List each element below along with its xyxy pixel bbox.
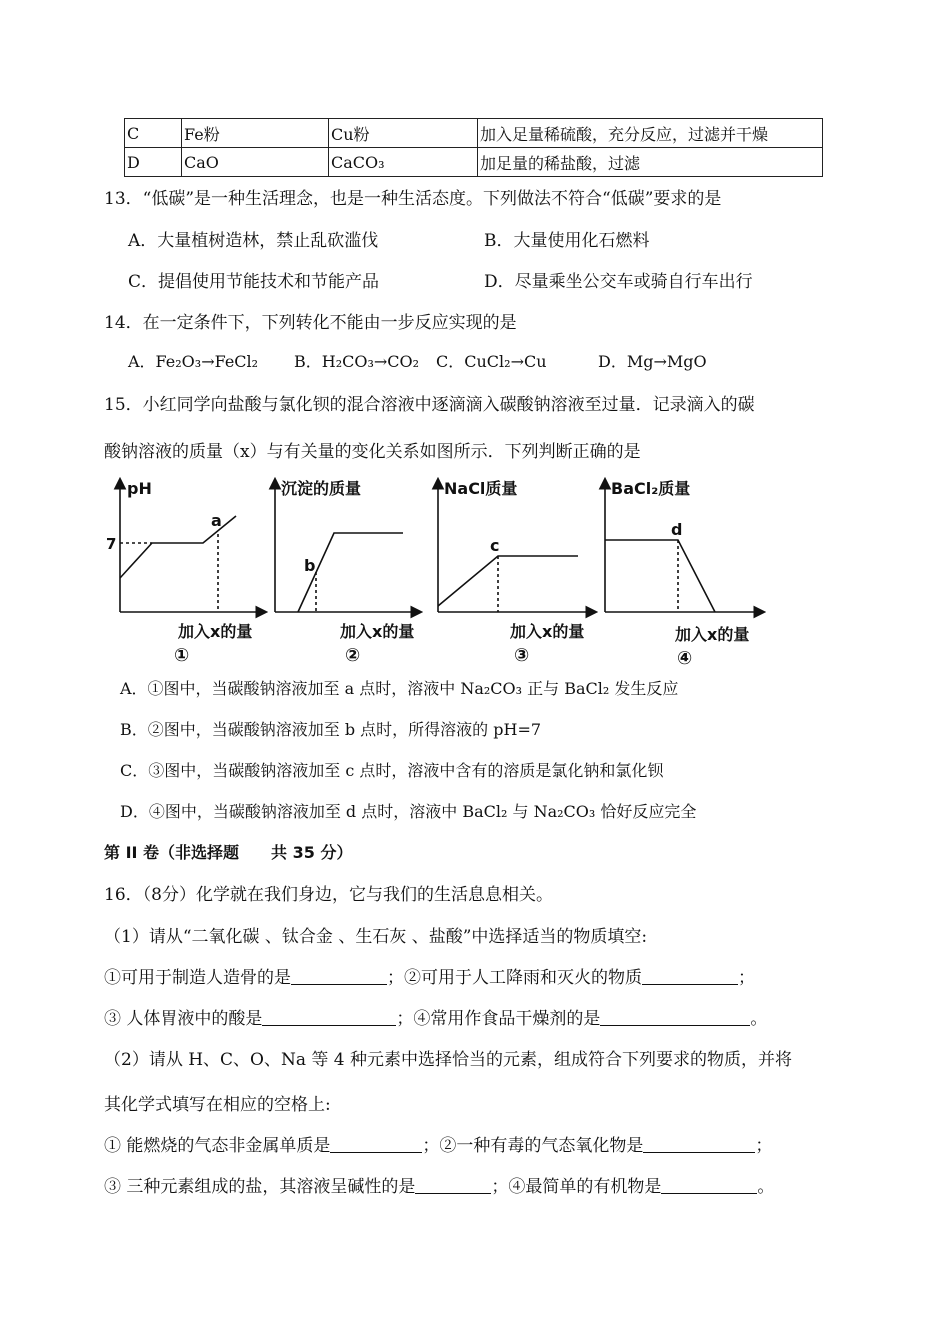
cell-method: 加足量的稀盐酸，过滤 [478, 148, 823, 177]
q16-item2-label: ；②可用于人工降雨和灭火的物质 [387, 968, 642, 988]
q14-option-a: A．Fe₂O₃→FeCl₂ [128, 352, 259, 371]
q16-part2-line2: 其化学式填写在相应的空格上: [104, 1095, 331, 1115]
blank-simplest-organic[interactable] [661, 1177, 757, 1194]
q15-option-b: B．②图中，当碳酸钠溶液加至 b 点时，所得溶液的 pH=7 [120, 720, 542, 739]
table-row [125, 148, 823, 177]
q16-line1 [104, 963, 755, 988]
q13-stem: 13．“低碳”是一种生活理念，也是一种生活态度。下列做法不符合“低碳”要求的是 [104, 189, 722, 209]
blank-artificial-bone[interactable] [291, 968, 387, 985]
graph3-line [438, 556, 578, 606]
graph4-point-d: d [671, 520, 683, 539]
blank-desiccant[interactable] [600, 1009, 750, 1026]
graph2-y-label: 沉淀的质量 [281, 479, 362, 498]
q15-option-a: A．①图中，当碳酸钠溶液加至 a 点时，溶液中 Na₂CO₃ 正与 BaCl₂ 发生反应 [120, 679, 679, 698]
blank-stomach-acid[interactable] [262, 1009, 396, 1026]
section-heading: 第 II 卷（非选择题 共 35 分） [104, 843, 353, 862]
cell-method: 加入足量稀硫酸，充分反应，过滤并干燥 [478, 119, 823, 148]
options-table [124, 118, 823, 177]
q16-line2 [104, 1004, 767, 1029]
blank-rain-fire[interactable] [642, 968, 738, 985]
q16-item4-label: ；④常用作食品干燥剂的是 [396, 1009, 601, 1029]
blank-basic-salt[interactable] [415, 1177, 491, 1194]
q16-line4-end: 。 [757, 1177, 775, 1197]
blank-combustible-gas[interactable] [330, 1136, 422, 1153]
cell-impurity: CaCO₃ [329, 148, 478, 177]
q15-stem-line1: 15．小红同学向盐酸与氯化钡的混合溶液中逐滴滴入碳酸钠溶液至过量．记录滴入的碳 [104, 395, 755, 415]
q15-graphs [100, 470, 780, 670]
q15-option-c: C．③图中，当碳酸钠溶液加至 c 点时，溶液中含有的溶质是氯化钠和氯化钡 [120, 761, 664, 780]
q13-option-c: C．提倡使用节能技术和节能产品 [128, 272, 380, 292]
q13-option-b: B．大量使用化石燃料 [484, 231, 650, 251]
q13-option-d: D．尽量乘坐公交车或骑自行车出行 [484, 272, 753, 292]
q16-stem: 16．（8分）化学就在我们身边，它与我们的生活息息相关。 [104, 885, 553, 905]
q16-item1-label: ①可用于制造人造骨的是 [104, 968, 291, 988]
q16-item7-label: ③ 三种元素组成的盐，其溶液呈碱性的是 [104, 1177, 416, 1197]
q16-line2-end: 。 [750, 1009, 768, 1029]
graph4-line [605, 540, 715, 612]
cell-substance: Fe粉 [182, 119, 329, 148]
graph1-tick-7: 7 [106, 535, 117, 553]
graph4-y-label: BaCl₂质量 [611, 479, 691, 498]
q16-item8-label: ；④最简单的有机物是 [491, 1177, 662, 1197]
q16-line4 [104, 1172, 774, 1197]
cell-substance: CaO [182, 148, 329, 177]
graph3-point-c: c [490, 536, 500, 555]
row-letter: C [125, 119, 182, 148]
graph2-x-label: 加入x的量 [340, 622, 415, 641]
q14-option-c: C．CuCl₂→Cu [436, 352, 547, 371]
table-row [125, 119, 823, 148]
graph4-number: ④ [677, 648, 693, 669]
graph1-point-a: a [211, 511, 222, 530]
q16-line1-end: ； [738, 968, 755, 988]
q14-option-d: D．Mg→MgO [598, 352, 707, 371]
graph3-y-label: NaCl质量 [444, 479, 518, 498]
q16-item5-label: ① 能燃烧的气态非金属单质是 [104, 1136, 331, 1156]
graph1-number: ① [174, 645, 190, 666]
q16-line3-end: ； [755, 1136, 773, 1156]
blank-toxic-oxide[interactable] [643, 1136, 755, 1153]
graph1-y-label: pH [127, 479, 152, 498]
q14-option-b: B．H₂CO₃→CO₂ [294, 352, 420, 371]
q16-item6-label: ；②一种有毒的气态氧化物是 [422, 1136, 644, 1156]
graph2-point-b: b [304, 556, 316, 575]
row-letter: D [125, 148, 182, 177]
q13-option-a: A．大量植树造林，禁止乱砍滥伐 [128, 231, 379, 251]
graph3-number: ③ [514, 645, 530, 666]
q14-stem: 14．在一定条件下，下列转化不能由一步反应实现的是 [104, 313, 517, 333]
q16-line3 [104, 1131, 772, 1156]
graph3-x-label: 加入x的量 [510, 622, 585, 641]
q16-part1: （1）请从“二氧化碳 、钛合金 、生石灰 、盐酸”中选择适当的物质填空: [104, 927, 648, 947]
q15-stem-line2: 酸钠溶液的质量（x）与有关量的变化关系如图所示．下列判断正确的是 [104, 442, 641, 462]
graph1-x-label: 加入x的量 [178, 622, 253, 641]
q16-item3-label: ③ 人体胃液中的酸是 [104, 1009, 263, 1029]
graph4-x-label: 加入x的量 [675, 625, 750, 644]
q16-part2-line1: （2）请从 H、C、O、Na 等 4 种元素中选择恰当的元素，组成符合下列要求的物质，并将 [104, 1050, 793, 1070]
cell-impurity: Cu粉 [329, 119, 478, 148]
q15-option-d: D．④图中，当碳酸钠溶液加至 d 点时，溶液中 BaCl₂ 与 Na₂CO₃ 恰好反应完全 [120, 802, 697, 821]
graph2-number: ② [345, 645, 361, 666]
